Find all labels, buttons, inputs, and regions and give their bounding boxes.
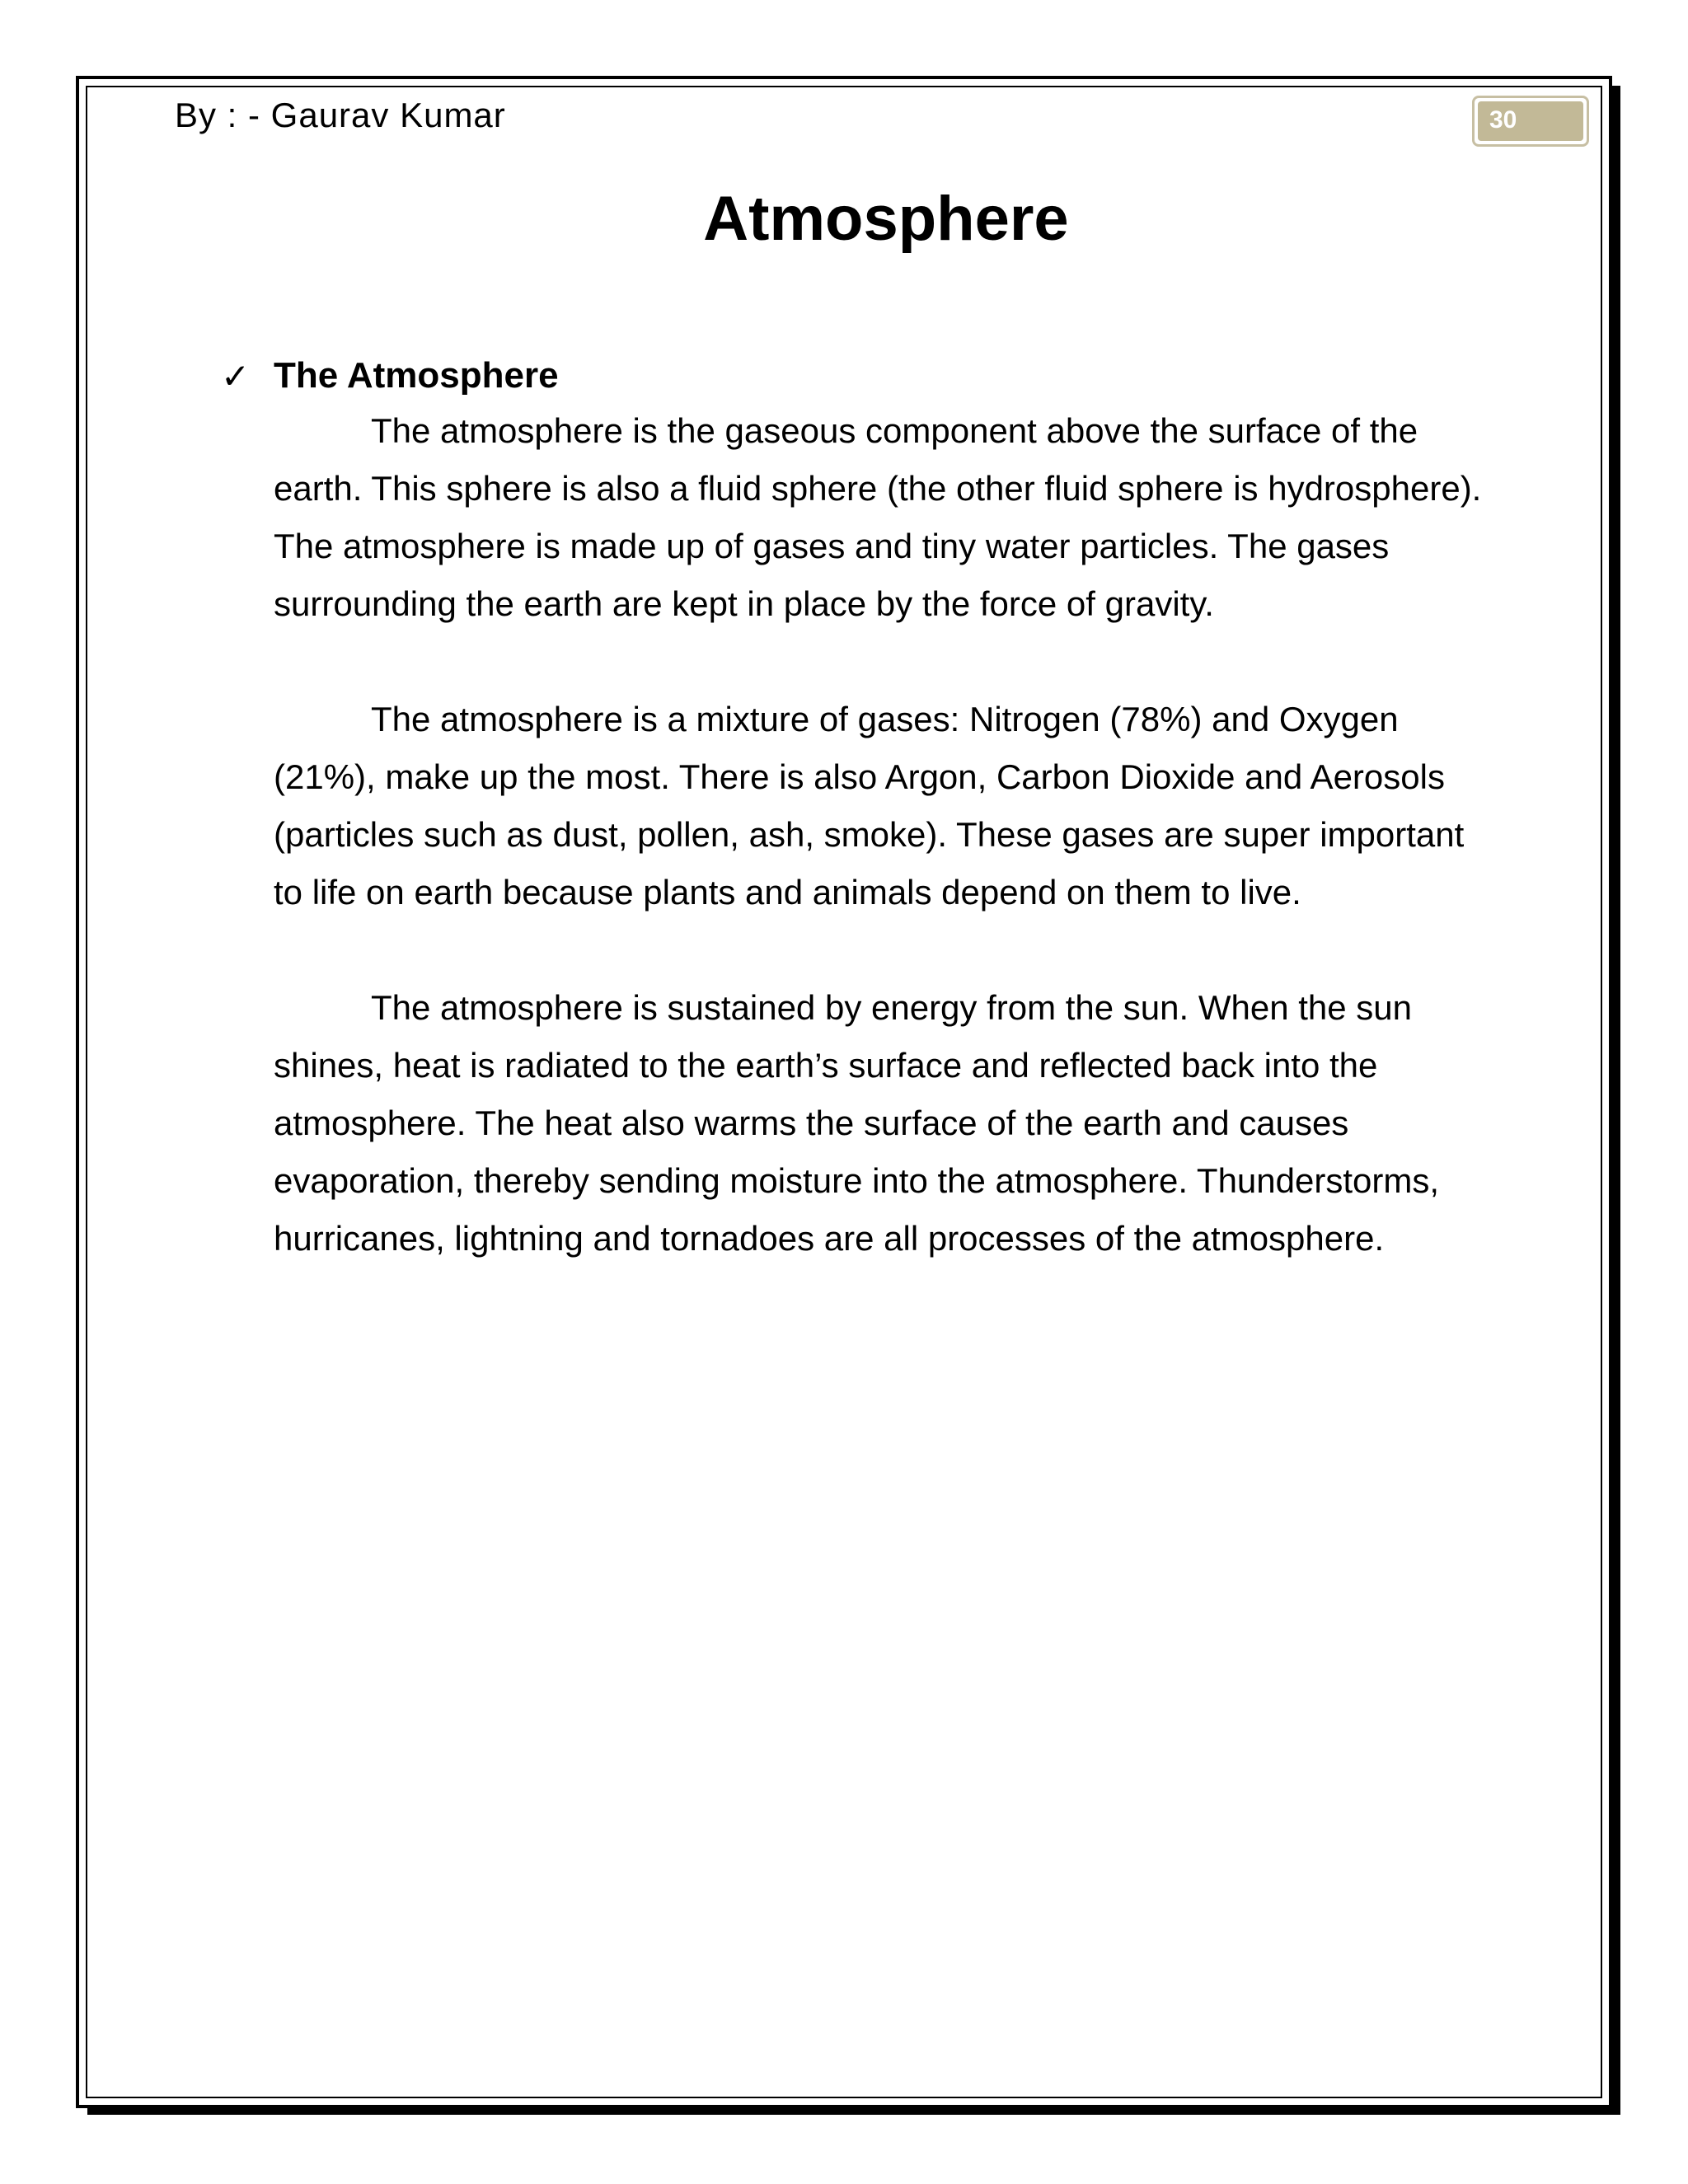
paragraph-1: The atmosphere is the gaseous component above the surface of the earth. This sphere is also a fluid sphere (the other fluid sphere is hydrosphere). The atmosphere is made up of gases and tiny water particles. The gases surrounding the earth are kept in place by the force of gravity. [274, 411, 1482, 623]
page-title: Atmosphere [703, 184, 1069, 254]
section-the-atmosphere [221, 349, 1556, 1325]
paragraph-3: The atmosphere is sustained by energy from the sun. When the sun shines, heat is radiated to the earth’s surface and reflected back into the atmosphere. The heat also warms the surface of the earth and causes evaporation, thereby sending moisture into the atmosphere. Thunderstorms, hurricanes, lightning and tornadoes are all processes of the atmosphere. [274, 988, 1440, 1258]
paragraph-2: The atmosphere is a mixture of gases: Nitrogen (78%) and Oxygen (21%), make up the most. There is also Argon, Carbon Dioxide and Aerosols (particles such as dust, pollen, ash, smoke). These gases are super important to life on earth because plants and animals depend on them to live. [274, 700, 1465, 912]
page-number: 30 [1489, 106, 1517, 134]
check-icon: ✓ [221, 355, 251, 396]
section-heading-text: The Atmosphere [274, 355, 559, 396]
author-line: By : - Gaurav Kumar [175, 96, 506, 134]
page-number-badge [1472, 96, 1589, 147]
section-heading [221, 349, 1556, 402]
